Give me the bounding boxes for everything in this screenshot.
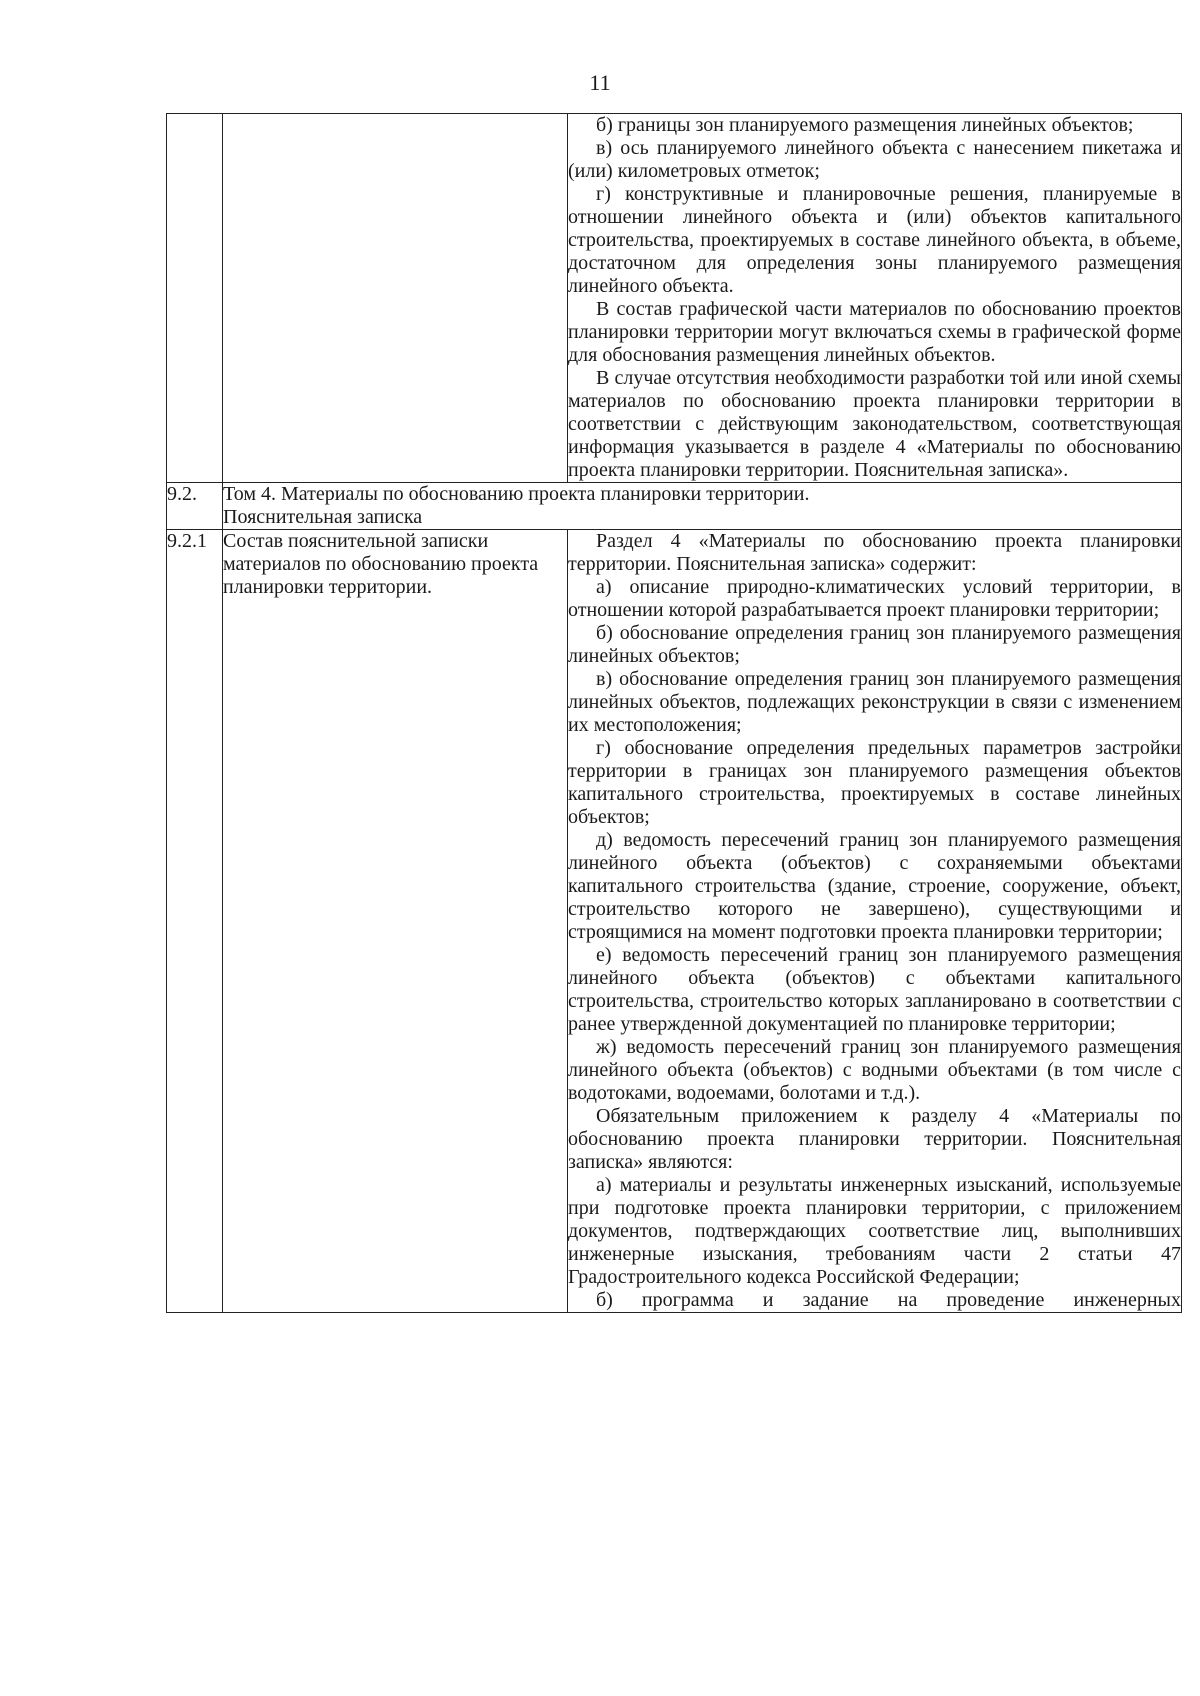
paragraph: г) конструктивные и планировочные решения, планируемые в отношении линейного объекта и (или) объектов капитального строительства, проектируемых в составе линейного объекта, в объеме, достаточном для определения зоны планируемого размещения линейного объекта. [568, 183, 1181, 297]
paragraph: Обязательным приложением к разделу 4 «Материалы по обоснованию проекта планировки территории. Пояснительная записка» являются: [568, 1105, 1181, 1173]
paragraph: ж) ведомость пересечений границ зон планируемого размещения линейного объекта (объектов) с водными объектами (в том числе с водотоками, водоемами, болотами и т.д.). [568, 1036, 1181, 1104]
row-label-cell [223, 114, 568, 483]
table-row-continuation [167, 114, 1182, 483]
paragraph: б) программа и задание на проведение инженерных [596, 1289, 1181, 1311]
paragraph: е) ведомость пересечений границ зон планируемого размещения линейного объекта (объектов) с объектами капитального строительства, строительство которых запланировано в соответствии с ранее утвержденной документацией по планировке территории; [568, 944, 1181, 1035]
paragraph: а) материалы и результаты инженерных изысканий, используемые при подготовке проекта планировки территории, с приложением документов, подтверждающих соответствие лиц, выполнивших инженерные изыскания, требованиям части 2 статьи 47 Градостроительного кодекса Российской Федерации; [568, 1174, 1181, 1288]
table-row-section [167, 483, 1182, 530]
paragraph: Раздел 4 «Материалы по обоснованию проекта планировки территории. Пояснительная записка» содержит: [568, 530, 1181, 575]
item-number-cell: 9.2.1 [167, 530, 223, 1313]
paragraph: а) описание природно-климатических условий территории, в отношении которой разрабатывается проект планировки территории; [568, 576, 1181, 621]
row-number-cell [167, 114, 223, 483]
item-label-cell: Состав пояснительной записки материалов по обоснованию проекта планировки территории. [223, 530, 568, 1313]
section-title-cell [223, 483, 1182, 530]
section-number-cell: 9.2. [167, 483, 223, 530]
row-content-cell [568, 114, 1182, 483]
paragraph: в) обоснование определения границ зон планируемого размещения линейных объектов, подлежащих реконструкции в связи с изменением их местоположения; [568, 668, 1181, 736]
page-number: 11 [589, 70, 611, 95]
paragraph: В случае отсутствия необходимости разработки той или иной схемы материалов по обоснованию проекта планировки территории в соответствии с действующим законодательством, соответствующая информация указывается в разделе 4 «Материалы по обоснованию проекта планировки территории. Пояснительная записка». [568, 367, 1181, 481]
paragraph: б) границы зон планируемого размещения линейных объектов; [596, 114, 1134, 136]
paragraph: в) ось планируемого линейного объекта с нанесением пикетажа и (или) километровых отметок; [568, 137, 1181, 182]
paragraph: д) ведомость пересечений границ зон планируемого размещения линейного объекта (объектов) с сохраняемыми объектами капитального строительства (здание, строение, сооружение, объект, строительство которого не завершено), существующими и строящимися на момент подготовки проекта планировки территории; [568, 829, 1181, 943]
item-content-cell [568, 530, 1182, 1313]
requirements-table [166, 113, 1182, 1313]
paragraph: В состав графической части материалов по обоснованию проектов планировки территории могут включаться схемы в графической форме для обоснования размещения линейных объектов. [568, 298, 1181, 366]
section-subtitle: Пояснительная записка [223, 506, 423, 528]
paragraph: б) обоснование определения границ зон планируемого размещения линейных объектов; [568, 622, 1181, 667]
paragraph: г) обоснование определения предельных параметров застройки территории в границах зон планируемого размещения объектов капитального строительства, проектируемых в составе линейных объектов; [568, 737, 1181, 828]
table-row-item [167, 530, 1182, 1313]
section-title: Том 4. Материалы по обоснованию проекта планировки территории. [223, 483, 810, 505]
